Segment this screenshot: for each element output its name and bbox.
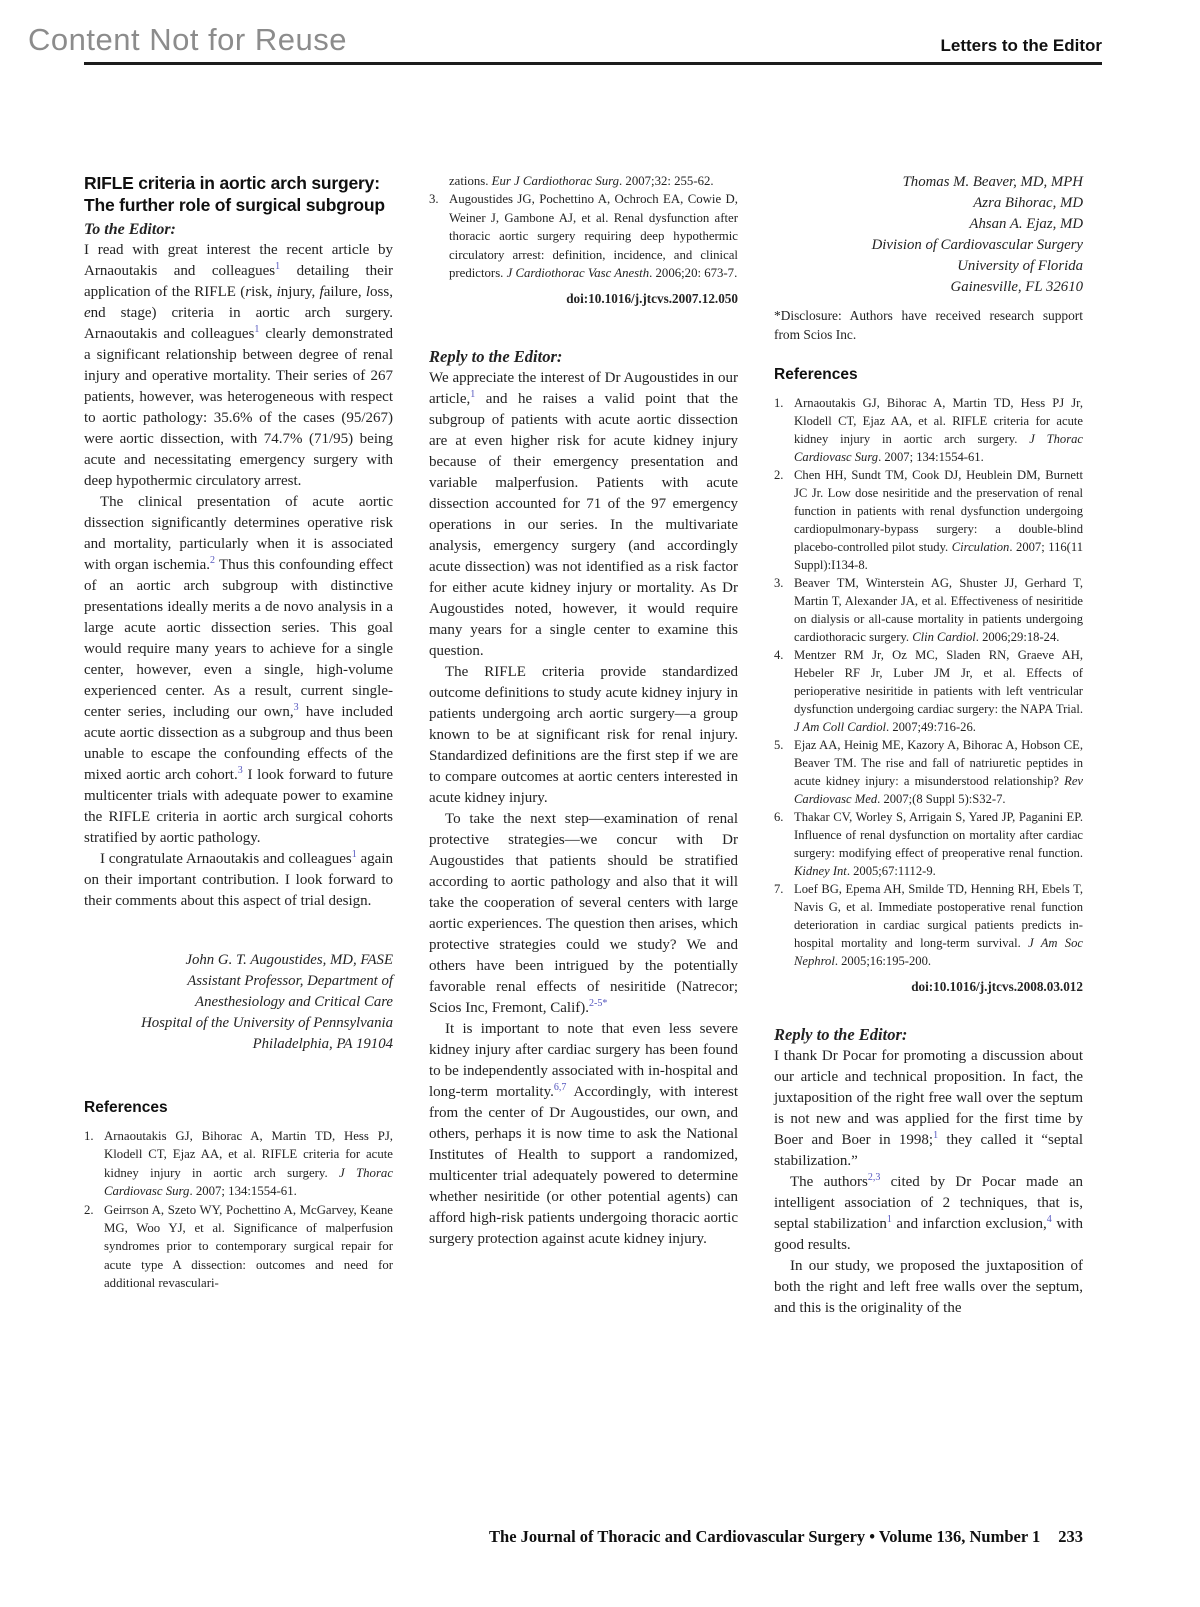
signature-block — [774, 172, 1083, 298]
reference-continuation: zations. Eur J Cardiothorac Surg. 2007;32: 255-62. — [449, 174, 714, 188]
reference-item — [774, 736, 1083, 808]
journal-footer: The Journal of Thoracic and Cardiovascular Surgery • Volume 136, Number 1 — [489, 1527, 1041, 1546]
signature-line: Division of Cardiovascular Surgery — [871, 237, 1083, 253]
reference-text: Geirrson A, Szeto WY, Pochettino A, McGarvey, Keane MG, Woo YJ, et al. Significance of malperfusion syndromes prior to contemporary surgical repair for acute type A dissection: outcomes and need for additional revasculari- — [104, 1202, 393, 1291]
reference-number: 1. — [84, 1129, 94, 1143]
paragraph: To take the next step—examination of renal protective strategies—we concur with Dr Augoustides that patients should be stratified according to aortic pathology and also that it will take the cooperation of several centers with large aortic experiences. The question then arises, which protective strategies could we study? We and others have been intrigued by the potentially favorable renal effects of nesiritide (Natrecor; Scios Inc, Fremont, Calif).$^{2-5*}$ — [429, 811, 738, 1017]
signature-line: Ahsan A. Ejaz, MD — [969, 216, 1083, 232]
reference-text: Loef BG, Epema AH, Smilde TD, Henning RH, Ebels T, Navis G, et al. Immediate postoperative renal function deterioration in cardiac surgical patients predicts in-hospital mortality and long-term survival. J Am Soc Nephrol. 2005;16:195-200. — [794, 882, 1083, 968]
paragraph: In our study, we proposed the juxtaposition of both the right and left free walls over the septum, and this is the originality of the — [774, 1258, 1083, 1316]
paragraph: We appreciate the interest of Dr Augoustides in our article,$^1$ and he raises a valid point that the subgroup of patients with acute aortic dissection are at even higher risk for acute kidney injury because of their emergency presentation and variable malperfusion. Patients with acute dissection accounted for 71 of the 97 emergency operations in our series. In the multivariate analysis, emergency surgery (and accordingly acute dissection) was not identified as a risk factor for either acute kidney injury or mortality. As Dr Augoustides noted, however, it would require many years for a single center to examine this question. — [429, 370, 738, 660]
salutation: To the Editor: — [84, 221, 176, 238]
signature-line: Azra Bihorac, MD — [973, 195, 1083, 211]
paragraph: The clinical presentation of acute aortic dissection significantly determines operative risk and mortality, particularly when it is associated with organ ischemia.$^2$ Thus this confounding effect of an aortic arch subgroup with distinctive presentations ideally merits a de novo analysis in a large acute aortic dissection series. This goal would require many years to achieve for a single center, however, even a single, high-volume experienced center. As a result, current single-center series, including our own,$^3$ have included acute aortic dissection as a subgroup and thus been unable to escape the confounding effects of the mixed aortic arch cohort.$^3$ I look forward to future multicenter trials with adequate power to examine the RIFLE criteria in aortic arch surgical cohorts stratified by aortic pathology. — [84, 494, 394, 846]
signature-line: Anesthesiology and Critical Care — [195, 994, 393, 1010]
reference-item — [774, 394, 1083, 466]
page-footer — [489, 1527, 1083, 1547]
watermark: Content Not for Reuse — [28, 22, 347, 57]
reference-number: 4. — [774, 648, 784, 662]
signature-line: University of Florida — [957, 258, 1083, 274]
reference-text: Beaver TM, Winterstein AG, Shuster JJ, Gerhard T, Martin T, Alexander JA, et al. Effectiveness of nesiritide on dialysis or all-cause mortality in patients undergoing cardiothoracic surgery. Clin Cardiol. 2006;29:18-24. — [794, 576, 1083, 644]
reference-item — [84, 1127, 393, 1201]
reference-number: 3. — [429, 192, 439, 207]
reference-number: 5. — [774, 738, 784, 752]
reference-number: 2. — [84, 1202, 94, 1217]
column-right — [774, 172, 1083, 1319]
header-rule — [84, 62, 1102, 65]
references-heading: References — [84, 1099, 168, 1116]
reference-text: Ejaz AA, Heinig ME, Kazory A, Bihorac A, Hobson CE, Beaver TM. The rise and fall of natriuretic peptides in acute kidney injury: a misunderstood relationship? Rev Cardiovasc Med. 2007;(8 Suppl 5):S32-7. — [794, 738, 1083, 806]
reference-number: 1. — [774, 396, 784, 410]
reference-item — [774, 880, 1083, 970]
reference-text: Arnaoutakis GJ, Bihorac A, Martin TD, Hess PJ Jr, Klodell CT, Ejaz AA, et al. RIFLE criteria for acute kidney injury in aortic arch surgery. J Thorac Cardiovasc Surg. 2007; 134:1554-61. — [794, 396, 1084, 464]
reference-number: 6. — [774, 810, 784, 824]
paragraph: The authors$^{2,3}$ cited by Dr Pocar made an intelligent association of 2 techniques, that is, septal stabilization$^1$ and infarction exclusion,$^4$ with good results. — [774, 1172, 1083, 1253]
doi-line: doi:10.1016/j.jtcvs.2007.12.050 — [566, 291, 738, 307]
disclosure-note: *Disclosure: Authors have received research support from Scios Inc. — [774, 308, 1083, 342]
reply-heading: Reply to the Editor: — [429, 347, 563, 367]
paragraph: The RIFLE criteria provide standardized outcome definitions to study acute kidney injury in patients undergoing arch aortic surgery—a group known to be at significant risk for renal injury. Standardized definitions are the first step if we are to compare outcomes at aortic centers interested in acute kidney injury. — [429, 664, 738, 807]
content-columns — [84, 172, 1083, 1319]
section-label: Letters to the Editor — [940, 36, 1102, 55]
reference-item — [774, 646, 1083, 736]
reference-text: Thakar CV, Worley S, Arrigain S, Yared JP, Paganini EP. Influence of renal dysfunction on mortality after cardiac surgery: modifying effect of preoperative renal function. Kidney Int. 2005;67:1112-9. — [794, 810, 1083, 878]
reference-number: 2. — [774, 468, 784, 482]
signature-line: John G. T. Augoustides, MD, FASE — [185, 952, 393, 968]
letter-title: RIFLE criteria in aortic arch surgery: The further role of surgical subgroup — [84, 173, 385, 215]
reference-item — [84, 1201, 393, 1293]
signature-line: Assistant Professor, Department of — [187, 973, 393, 989]
reference-number: 3. — [774, 576, 784, 590]
reference-number: 7. — [774, 882, 784, 896]
column-middle — [429, 172, 738, 1319]
paragraph: I congratulate Arnaoutakis and colleagues$^1$ again on their important contribution. I look forward to their comments about this aspect of trial design. — [84, 849, 394, 909]
reference-item — [774, 574, 1083, 646]
paragraph: I thank Dr Pocar for promoting a discussion about our article and technical proposition. In fact, the juxtaposition of the right free wall over the septum is not new and was applied for the first time by Boer and Boer in 1998;$^1$ they called it “septal stabilization.” — [774, 1048, 1083, 1169]
paragraph: It is important to note that even less severe kidney injury after cardiac surgery has been found to be independently associated with in-hospital and long-term mortality.$^{6,7}$ Accordingly, with interest from the center of Dr Augoustides, our own, and others, perhaps it is now time to ask the National Institutes of Health to support a randomized, multicenter trial adequately powered to determine whether nesiritide (or other potential agents) can afford high-risk patients undergoing thoracic aortic surgery protection against acute kidney injury. — [429, 1021, 738, 1248]
signature-line: Gainesville, FL 32610 — [950, 279, 1083, 295]
reference-text: Arnaoutakis GJ, Bihorac A, Martin TD, Hess PJ, Klodell CT, Ejaz AA, et al. RIFLE criteria for acute kidney injury in aortic arch surgery. J Thorac Cardiovasc Surg. 2007; 134:1554-61. — [104, 1129, 393, 1199]
doi-line: doi:10.1016/j.jtcvs.2008.03.012 — [911, 979, 1083, 994]
page-number: 233 — [1058, 1527, 1083, 1546]
signature-line: Philadelphia, PA 19104 — [252, 1036, 393, 1052]
reference-text: Augoustides JG, Pochettino A, Ochroch EA, Cowie D, Weiner J, Gambone AJ, et al. Renal dysfunction after thoracic aortic surgery requiring deep hypothermic circulatory arrest: definition, incidence, and clinical predictors. J Cardiothorac Vasc Anesth. 2006;20: 673-7. — [449, 192, 738, 281]
signature-block — [84, 950, 393, 1055]
paragraph: I read with great interest the recent article by Arnaoutakis and colleagues$^1$ detailing their application of the RIFLE (risk, injury, failure, loss, end stage) criteria in aortic arch surgery. Arnaoutakis and colleagues$^1$ clearly demonstrated a significant relationship between degree of renal injury and operative mortality. Their series of 267 patients, however, was heterogeneous with respect to aortic pathology: 35.6% of the cases (95/267) were aortic dissection, with 74.7% (71/95) being acute and necessitating emergency surgery with deep hypothermic circulatory arrest. — [84, 242, 393, 489]
reply-heading: Reply to the Editor: — [774, 1025, 908, 1044]
column-left — [84, 172, 393, 1319]
reference-item — [774, 466, 1083, 574]
reference-text: Mentzer RM Jr, Oz MC, Sladen RN, Graeve AH, Hebeler RF Jr, Luber JM Jr, et al. Effects of perioperative nesiritide in patients with left ventricular dysfunction undergoing cardiac surgery: the NAPA Trial. J Am Coll Cardiol. 2007;49:716-26. — [794, 648, 1083, 734]
signature-line: Thomas M. Beaver, MD, MPH — [902, 174, 1083, 190]
reference-item — [429, 190, 738, 282]
signature-line: Hospital of the University of Pennsylvania — [141, 1015, 393, 1031]
reference-item — [774, 808, 1083, 880]
references-heading: References — [774, 366, 858, 383]
reference-text: Chen HH, Sundt TM, Cook DJ, Heublein DM, Burnett JC Jr. Low dose nesiritide and the preservation of renal function in patients with renal dysfunction undergoing cardiopulmonary-bypass surgery: a double-blind placebo-controlled pilot study. Circulation. 2007; 116(11 Suppl):I134-8. — [794, 468, 1083, 572]
